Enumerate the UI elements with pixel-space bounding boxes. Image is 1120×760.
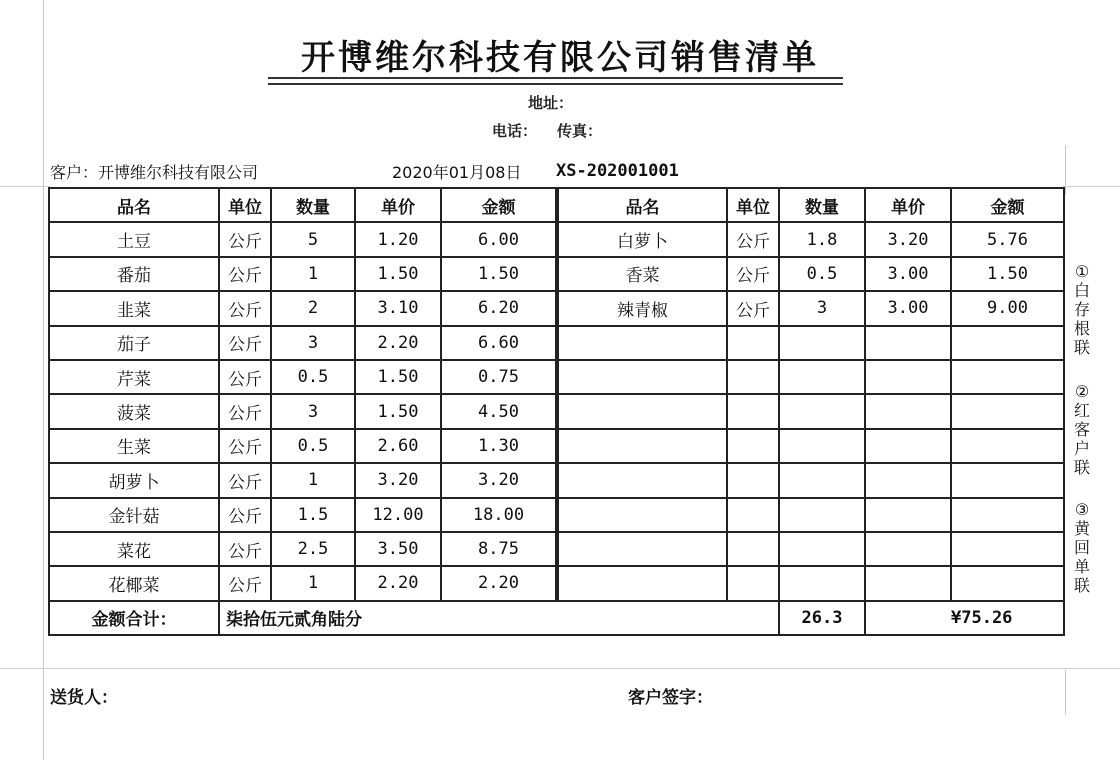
table-cell bbox=[951, 532, 1064, 566]
table-row bbox=[49, 360, 1064, 394]
column-header: 数量 bbox=[271, 188, 355, 222]
table-cell: 公斤 bbox=[219, 429, 271, 463]
side-note-white bbox=[1071, 262, 1093, 357]
table-cell bbox=[557, 498, 727, 532]
table-cell: 2 bbox=[271, 291, 355, 325]
table-cell: 胡萝卜 bbox=[49, 463, 219, 497]
table-cell: 公斤 bbox=[219, 257, 271, 291]
table-cell: 6.60 bbox=[441, 326, 557, 360]
side-note-yellow bbox=[1071, 500, 1093, 595]
column-header: 单价 bbox=[355, 188, 441, 222]
title-underline-top bbox=[268, 77, 843, 79]
document-number: XS-202001001 bbox=[556, 161, 679, 181]
scan-guide-left bbox=[43, 0, 44, 760]
table-cell: 公斤 bbox=[219, 291, 271, 325]
sales-table bbox=[48, 187, 1065, 636]
scan-guide-right-bottom bbox=[1065, 670, 1066, 715]
invoice-date: 2020年01月08日 bbox=[392, 163, 522, 182]
table-cell: 生菜 bbox=[49, 429, 219, 463]
table-cell: 8.75 bbox=[441, 532, 557, 566]
table-cell bbox=[865, 532, 951, 566]
table-cell bbox=[727, 532, 779, 566]
table-cell: 芹菜 bbox=[49, 360, 219, 394]
column-header: 品名 bbox=[49, 188, 219, 222]
table-cell bbox=[557, 394, 727, 428]
table-cell: 3 bbox=[271, 326, 355, 360]
table-cell bbox=[865, 326, 951, 360]
table-cell: 2.20 bbox=[355, 326, 441, 360]
contact-line bbox=[492, 120, 602, 141]
column-header: 金额 bbox=[951, 188, 1064, 222]
table-row bbox=[49, 532, 1064, 566]
table-cell: 公斤 bbox=[727, 257, 779, 291]
table-total-row bbox=[49, 601, 1064, 635]
table-cell: 1.50 bbox=[355, 360, 441, 394]
table-cell: 白萝卜 bbox=[557, 222, 727, 256]
table-cell bbox=[557, 566, 727, 600]
table-cell: 1.50 bbox=[355, 394, 441, 428]
table-cell bbox=[951, 360, 1064, 394]
column-header: 单位 bbox=[219, 188, 271, 222]
table-row bbox=[49, 429, 1064, 463]
table-cell bbox=[951, 326, 1064, 360]
table-cell: 1.50 bbox=[951, 257, 1064, 291]
table-cell bbox=[951, 394, 1064, 428]
table-cell: 3.50 bbox=[355, 532, 441, 566]
table-cell: 0.75 bbox=[441, 360, 557, 394]
table-cell: 2.20 bbox=[355, 566, 441, 600]
side-note-yellow-text: ③黄回单联 bbox=[1073, 500, 1090, 595]
table-cell bbox=[557, 463, 727, 497]
table-cell: 3.20 bbox=[355, 463, 441, 497]
table-cell: 1 bbox=[271, 566, 355, 600]
column-header: 单价 bbox=[865, 188, 951, 222]
table-cell: 公斤 bbox=[219, 326, 271, 360]
title-underline-bottom bbox=[268, 83, 843, 85]
scan-guide-top-right bbox=[1063, 186, 1120, 187]
table-cell: 6.20 bbox=[441, 291, 557, 325]
table-cell: 18.00 bbox=[441, 498, 557, 532]
table-cell: 公斤 bbox=[727, 291, 779, 325]
table-cell: 3.00 bbox=[865, 291, 951, 325]
table-cell bbox=[727, 463, 779, 497]
scan-guide-right-top bbox=[1065, 145, 1066, 195]
table-cell: 公斤 bbox=[219, 222, 271, 256]
table-cell: 9.00 bbox=[951, 291, 1064, 325]
table-cell: 2.60 bbox=[355, 429, 441, 463]
scan-guide-bottom bbox=[0, 668, 1120, 669]
table-cell bbox=[557, 532, 727, 566]
table-cell: 3 bbox=[779, 291, 865, 325]
table-cell: 1 bbox=[271, 257, 355, 291]
customer-name: 客户：开博维尔科技有限公司 bbox=[50, 163, 259, 182]
table-cell: 番茄 bbox=[49, 257, 219, 291]
side-note-white-text: ①白存根联 bbox=[1073, 262, 1090, 357]
table-cell bbox=[727, 566, 779, 600]
table-row bbox=[49, 566, 1064, 600]
scan-guide-top-left bbox=[0, 186, 50, 187]
table-cell: 公斤 bbox=[219, 498, 271, 532]
sales-table-body bbox=[49, 188, 1064, 635]
table-row bbox=[49, 394, 1064, 428]
table-row bbox=[49, 498, 1064, 532]
total-quantity: 26.3 bbox=[779, 601, 865, 635]
table-cell bbox=[779, 394, 865, 428]
table-cell bbox=[779, 463, 865, 497]
table-header-row bbox=[49, 188, 1064, 222]
total-amount: ¥75.26 bbox=[951, 601, 1064, 635]
table-cell bbox=[779, 532, 865, 566]
table-cell: 菜花 bbox=[49, 532, 219, 566]
table-cell: 1.20 bbox=[355, 222, 441, 256]
table-cell: 2.5 bbox=[271, 532, 355, 566]
table-cell bbox=[727, 360, 779, 394]
table-cell: 12.00 bbox=[355, 498, 441, 532]
total-label: 金额合计： bbox=[49, 601, 219, 635]
table-cell: 0.5 bbox=[271, 360, 355, 394]
table-cell bbox=[865, 429, 951, 463]
table-cell: 花椰菜 bbox=[49, 566, 219, 600]
table-cell: 1.5 bbox=[271, 498, 355, 532]
table-row bbox=[49, 326, 1064, 360]
total-in-words: 柒拾伍元贰角陆分 bbox=[219, 601, 779, 635]
table-cell: 3 bbox=[271, 394, 355, 428]
column-header: 金额 bbox=[441, 188, 557, 222]
side-note-red bbox=[1071, 382, 1093, 477]
table-cell bbox=[557, 360, 727, 394]
table-cell: 菠菜 bbox=[49, 394, 219, 428]
table-cell bbox=[951, 429, 1064, 463]
table-cell: 2.20 bbox=[441, 566, 557, 600]
side-note-red-text: ②红客户联 bbox=[1073, 382, 1090, 477]
table-cell bbox=[727, 498, 779, 532]
table-cell: 1.8 bbox=[779, 222, 865, 256]
table-cell: 6.00 bbox=[441, 222, 557, 256]
table-cell: 1.30 bbox=[441, 429, 557, 463]
table-cell: 公斤 bbox=[219, 360, 271, 394]
table-cell: 公斤 bbox=[219, 463, 271, 497]
table-cell: 3.10 bbox=[355, 291, 441, 325]
table-cell bbox=[779, 566, 865, 600]
table-cell: 1 bbox=[271, 463, 355, 497]
table-cell bbox=[779, 360, 865, 394]
table-cell bbox=[865, 360, 951, 394]
table-cell: 0.5 bbox=[779, 257, 865, 291]
table-cell: 公斤 bbox=[727, 222, 779, 256]
table-cell bbox=[779, 326, 865, 360]
table-cell: 韭菜 bbox=[49, 291, 219, 325]
table-cell: 1.50 bbox=[441, 257, 557, 291]
table-cell bbox=[727, 326, 779, 360]
table-cell: 4.50 bbox=[441, 394, 557, 428]
table-cell bbox=[779, 429, 865, 463]
table-row bbox=[49, 463, 1064, 497]
table-cell: 公斤 bbox=[219, 394, 271, 428]
table-cell: 1.50 bbox=[355, 257, 441, 291]
table-cell bbox=[865, 566, 951, 600]
table-cell: 0.5 bbox=[271, 429, 355, 463]
table-cell: 公斤 bbox=[219, 566, 271, 600]
table-row bbox=[49, 291, 1064, 325]
column-header: 品名 bbox=[557, 188, 727, 222]
table-cell bbox=[951, 463, 1064, 497]
table-cell: 金针菇 bbox=[49, 498, 219, 532]
address-label: 地址： bbox=[528, 94, 574, 112]
table-cell: 3.00 bbox=[865, 257, 951, 291]
table-cell: 茄子 bbox=[49, 326, 219, 360]
table-cell: 5 bbox=[271, 222, 355, 256]
table-cell: 土豆 bbox=[49, 222, 219, 256]
table-row bbox=[49, 257, 1064, 291]
phone-label: 电话： bbox=[492, 122, 538, 140]
customer-sign-label: 客户签字： bbox=[628, 688, 713, 708]
table-cell: 3.20 bbox=[865, 222, 951, 256]
table-cell bbox=[727, 394, 779, 428]
column-header: 数量 bbox=[779, 188, 865, 222]
total-blank-cell bbox=[865, 601, 951, 635]
table-cell bbox=[951, 566, 1064, 600]
fax-label: 传真： bbox=[557, 122, 603, 140]
table-row bbox=[49, 222, 1064, 256]
table-cell bbox=[865, 498, 951, 532]
table-cell bbox=[865, 463, 951, 497]
table-cell: 5.76 bbox=[951, 222, 1064, 256]
document-title: 开博维尔科技有限公司销售清单 bbox=[301, 38, 819, 78]
table-cell bbox=[557, 326, 727, 360]
column-header: 单位 bbox=[727, 188, 779, 222]
table-cell: 香菜 bbox=[557, 257, 727, 291]
table-cell bbox=[557, 429, 727, 463]
table-cell: 辣青椒 bbox=[557, 291, 727, 325]
table-cell bbox=[865, 394, 951, 428]
table-cell: 3.20 bbox=[441, 463, 557, 497]
table-cell bbox=[951, 498, 1064, 532]
table-cell bbox=[779, 498, 865, 532]
table-cell: 公斤 bbox=[219, 532, 271, 566]
deliverer-label: 送货人： bbox=[50, 688, 118, 708]
table-cell bbox=[727, 429, 779, 463]
